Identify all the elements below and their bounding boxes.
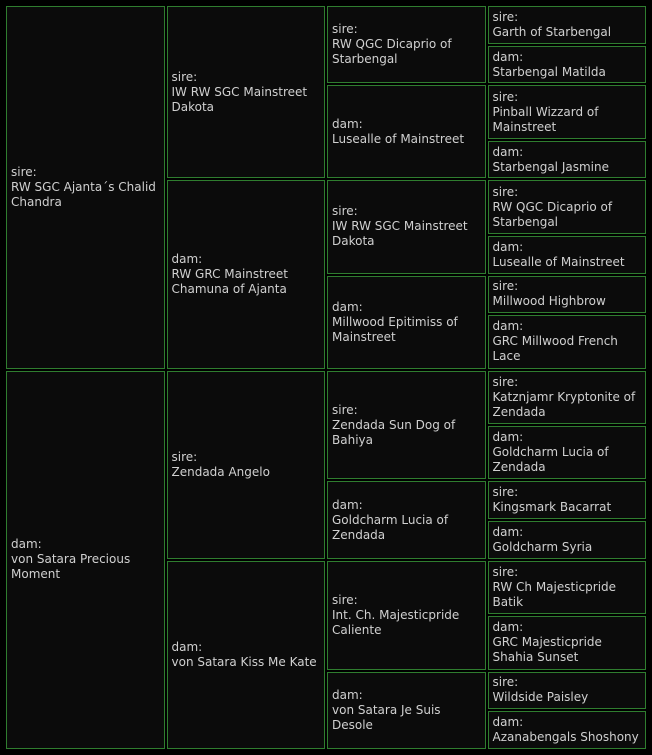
cat-name: RW QGC Dicaprio of Starbengal <box>492 199 613 229</box>
relation-label: dam: <box>171 639 203 654</box>
cat-name: Goldcharm Lucia of Zendada <box>492 445 609 475</box>
relation-label: dam: <box>492 144 524 159</box>
relation-label: dam: <box>492 430 524 445</box>
cat-name: Millwood Highbrow <box>492 294 606 309</box>
relation-label: sire: <box>492 89 519 104</box>
pedigree-table <box>4 4 648 751</box>
relation-label: dam: <box>332 116 363 131</box>
gen3-sire-cell <box>327 561 486 670</box>
relation-label: sire: <box>332 592 358 607</box>
cat-name: RW GRC Mainstreet Chamuna of Ajanta <box>171 267 289 297</box>
relation-label: sire: <box>332 22 358 37</box>
relation-label: sire: <box>492 485 519 500</box>
cat-name: Zendada Angelo <box>171 464 270 479</box>
relation-label: dam: <box>492 49 524 64</box>
gen4-cell <box>488 276 647 314</box>
relation-label: sire: <box>171 449 198 464</box>
gen4-cell <box>488 180 647 233</box>
relation-label: dam: <box>492 319 524 334</box>
relation-label: dam: <box>332 497 363 512</box>
gen4-cell <box>488 521 647 559</box>
relation-label: dam: <box>492 239 524 254</box>
cat-name: Goldcharm Syria <box>492 539 593 554</box>
gen3-dam-cell <box>327 85 486 178</box>
cat-name: Starbengal Matilda <box>492 64 606 79</box>
cat-name: von Satara Je Suis Desole <box>332 702 441 732</box>
gen4-cell <box>488 6 647 44</box>
gen4-cell <box>488 85 647 138</box>
cat-name: Starbengal Jasmine <box>492 159 609 174</box>
relation-label: dam: <box>171 252 203 267</box>
gen4-cell <box>488 426 647 479</box>
cat-name: Zendada Sun Dog of Bahiya <box>332 417 456 447</box>
relation-label: sire: <box>492 279 519 294</box>
cat-name: GRC Millwood French Lace <box>492 334 618 364</box>
cat-name: Garth of Starbengal <box>492 24 612 39</box>
cat-name: Millwood Epitimiss of Mainstreet <box>332 314 458 344</box>
gen3-dam-cell <box>327 276 486 369</box>
gen4-cell <box>488 481 647 519</box>
relation-label: sire: <box>492 184 519 199</box>
cat-name: Lusealle of Mainstreet <box>332 131 465 146</box>
relation-label: sire: <box>492 564 519 579</box>
gen4-cell <box>488 371 647 424</box>
relation-label: dam: <box>492 524 524 539</box>
relation-label: sire: <box>11 164 37 179</box>
cat-name: RW Ch Majesticpride Batik <box>492 579 617 609</box>
relation-label: sire: <box>492 9 519 24</box>
cat-name: IW RW SGC Mainstreet Dakota <box>332 219 468 249</box>
relation-label: dam: <box>492 620 524 635</box>
gen3-sire-cell <box>327 371 486 480</box>
gen4-cell <box>488 672 647 710</box>
relation-label: dam: <box>492 715 524 730</box>
cat-name: von Satara Kiss Me Kate <box>171 654 317 669</box>
relation-label: dam: <box>332 687 363 702</box>
relation-label: sire: <box>171 69 198 84</box>
gen2-dam-cell <box>167 180 326 368</box>
gen3-dam-cell <box>327 672 486 749</box>
gen2-sire-cell <box>167 6 326 178</box>
gen3-dam-cell <box>327 481 486 558</box>
cat-name: RW SGC Ajanta´s Chalid Chandra <box>11 179 156 209</box>
gen3-sire-cell <box>327 6 486 83</box>
cat-name: von Satara Precious Moment <box>11 552 131 582</box>
cat-name: Wildside Paisley <box>492 690 589 705</box>
cat-name: Int. Ch. Majesticpride Caliente <box>332 607 460 637</box>
cat-name: Kingsmark Bacarrat <box>492 500 612 515</box>
relation-label: sire: <box>332 204 358 219</box>
gen4-cell <box>488 616 647 669</box>
relation-label: dam: <box>11 537 42 552</box>
gen4-cell <box>488 711 647 749</box>
gen1-dam-cell <box>6 371 165 749</box>
relation-label: sire: <box>492 374 519 389</box>
cat-name: GRC Majesticpride Shahia Sunset <box>492 635 602 665</box>
cat-name: Katznjamr Kryptonite of Zendada <box>492 389 636 419</box>
relation-label: sire: <box>332 402 358 417</box>
cat-name: IW RW SGC Mainstreet Dakota <box>171 84 308 114</box>
cat-name: Azanabengals Shoshony <box>492 730 639 745</box>
cat-name: Lusealle of Mainstreet <box>492 254 625 269</box>
gen2-sire-cell <box>167 371 326 559</box>
gen3-sire-cell <box>327 180 486 273</box>
gen2-dam-cell <box>167 561 326 749</box>
gen4-cell <box>488 141 647 179</box>
cat-name: RW QGC Dicaprio of Starbengal <box>332 37 452 67</box>
cat-name: Pinball Wizzard of Mainstreet <box>492 104 599 134</box>
relation-label: dam: <box>332 299 363 314</box>
gen1-sire-cell <box>6 6 165 369</box>
cat-name: Goldcharm Lucia of Zendada <box>332 512 449 542</box>
gen4-cell <box>488 561 647 614</box>
gen4-cell <box>488 315 647 368</box>
relation-label: sire: <box>492 675 519 690</box>
gen4-cell <box>488 46 647 84</box>
gen4-cell <box>488 236 647 274</box>
